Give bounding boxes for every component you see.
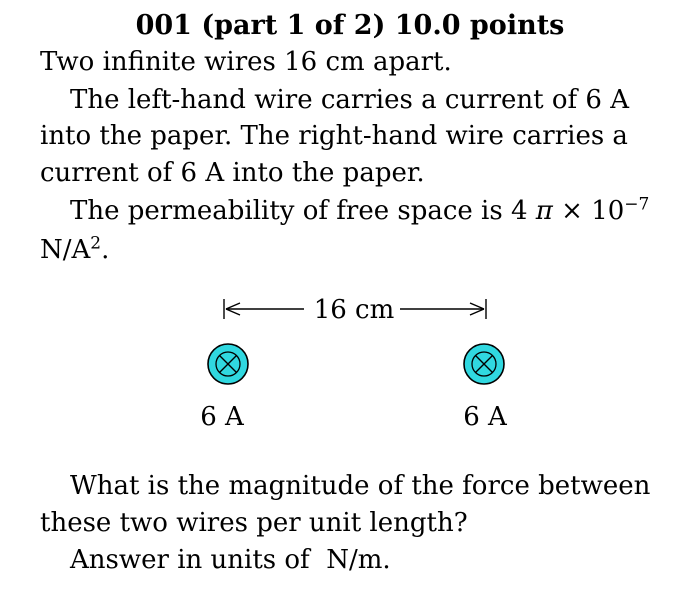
times-ten-text: × 10 — [552, 196, 625, 226]
answer-units-line: Answer in units of N/m. — [70, 545, 391, 575]
permeability-period: . — [101, 235, 110, 265]
permeability-unit-line — [40, 232, 109, 268]
permeability-unit: N/A — [40, 235, 91, 265]
problem-statement-line-2: The left-hand wire carries a current of 6 A — [70, 85, 629, 115]
distance-label: 16 cm — [313, 295, 395, 325]
problem-statement-line-4: current of 6 A into the paper. — [40, 158, 425, 188]
question-line-2: these two wires per unit length? — [40, 508, 468, 538]
permeability-line — [70, 193, 649, 229]
left-current-label: 6 A — [200, 402, 244, 432]
permeability-unit-exponent: 2 — [90, 233, 102, 254]
question-line-1: What is the magnitude of the force between — [70, 471, 651, 501]
permeability-text: The permeability of free space is 4 — [70, 196, 536, 226]
right-wire — [463, 344, 508, 432]
problem-title: 001 (part 1 of 2) 10.0 points — [135, 10, 565, 41]
wire-diagram — [0, 280, 700, 450]
left-wire — [200, 344, 248, 432]
distance-dimension — [224, 295, 486, 325]
right-current-label: 6 A — [463, 402, 507, 432]
pi-symbol: π — [535, 196, 553, 226]
problem-statement-line-1: Two infinite wires 16 cm apart. — [40, 47, 452, 77]
permeability-exponent: −7 — [624, 194, 650, 215]
problem-statement-line-3: into the paper. The right-hand wire carries a — [40, 121, 628, 151]
